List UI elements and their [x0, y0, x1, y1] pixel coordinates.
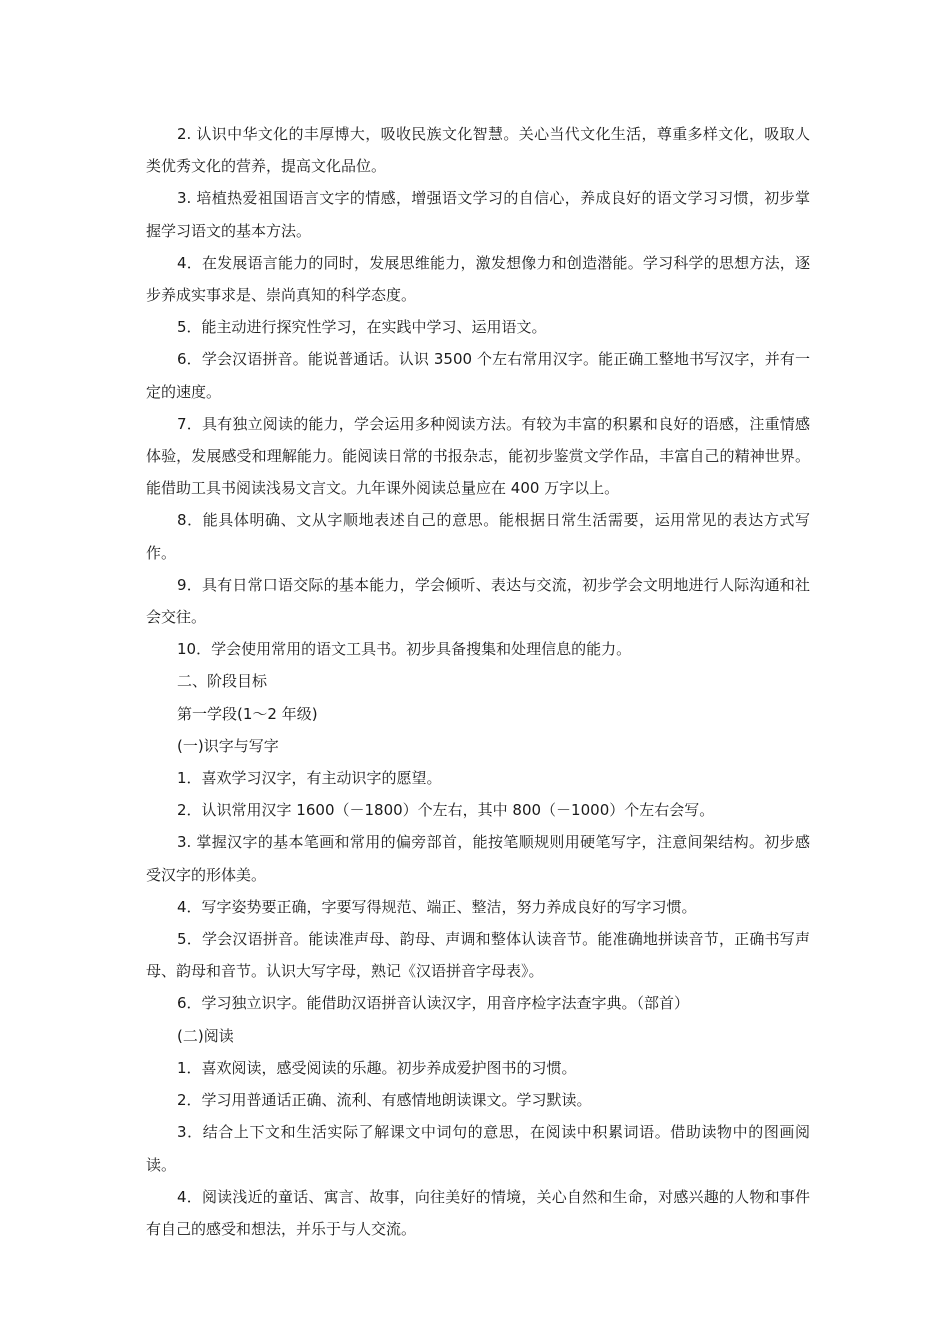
paragraph-goal-4: 4．在发展语言能力的同时，发展思维能力，激发想像力和创造潜能。学习科学的思想方法，逐步养成实事求是、崇尚真知的科学态度。 — [146, 253, 810, 305]
paragraph-goal-2: 2. 认识中华文化的丰厚博大，吸收民族文化智慧。关心当代文化生活，尊重多样文化，吸取人类优秀文化的营养，提高文化品位。 — [146, 125, 810, 176]
subsection-heading-reading: (二)阅读 — [177, 1026, 234, 1045]
paragraph-reading-3: 3．结合上下文和生活实际了解课文中词句的意思，在阅读中积累词语。借助读物中的图画阅读。 — [146, 1123, 810, 1174]
paragraph-literacy-1: 1．喜欢学习汉字，有主动识字的愿望。 — [177, 769, 442, 788]
paragraph-goal-10: 10．学会使用常用的语文工具书。初步具备搜集和处理信息的能力。 — [177, 640, 632, 659]
paragraph-literacy-2: 2．认识常用汉字 1600（－1800）个左右，其中 800（－1000）个左右会写。 — [177, 801, 715, 820]
paragraph-goal-3: 3. 培植热爱祖国语言文字的情感，增强语文学习的自信心，养成良好的语文学习习惯，初步掌握学习语文的基本方法。 — [146, 189, 810, 240]
paragraph-reading-4: 4．阅读浅近的童话、寓言、故事，向往美好的情境，关心自然和生命，对感兴趣的人物和事件有自己的感受和想法，并乐于与人交流。 — [146, 1187, 810, 1238]
paragraph-literacy-5: 5．学会汉语拼音。能读准声母、韵母、声调和整体认读音节。能准确地拼读音节，正确书写声母、韵母和音节。认识大写字母，熟记《汉语拼音字母表》。 — [146, 930, 810, 981]
subsection-heading-literacy: (一)识字与写字 — [177, 736, 279, 755]
paragraph-reading-1: 1．喜欢阅读，感受阅读的乐趣。初步养成爱护图书的习惯。 — [177, 1058, 577, 1077]
paragraph-goal-9: 9．具有日常口语交际的基本能力，学会倾听、表达与交流，初步学会文明地进行人际沟通和社会交往。 — [146, 575, 810, 627]
paragraph-reading-2: 2．学习用普通话正确、流利、有感情地朗读课文。学习默读。 — [177, 1091, 592, 1110]
paragraph-goal-5: 5．能主动进行探究性学习，在实践中学习、运用语文。 — [177, 318, 547, 337]
paragraph-goal-8: 8．能具体明确、文从字顺地表述自己的意思。能根据日常生活需要，运用常见的表达方式写作。 — [146, 511, 810, 562]
document-page — [146, 118, 810, 1245]
paragraph-goal-6: 6．学会汉语拼音。能说普通话。认识 3500 个左右常用汉字。能正确工整地书写汉字，并有一定的速度。 — [146, 350, 810, 401]
paragraph-literacy-6: 6．学习独立识字。能借助汉语拼音认读汉字，用音序检字法查字典。（部首） — [177, 994, 690, 1013]
paragraph-literacy-3: 3. 掌握汉字的基本笔画和常用的偏旁部首，能按笔顺规则用硬笔写字，注意间架结构。初步感受汉字的形体美。 — [146, 833, 810, 884]
subsection-heading-stage-1: 第一学段(1～2 年级) — [177, 704, 318, 723]
paragraph-goal-7: 7．具有独立阅读的能力，学会运用多种阅读方法。有较为丰富的积累和良好的语感，注重情感体验，发展感受和理解能力。能阅读日常的书报杂志，能初步鉴赏文学作品，丰富自己的精神世界。能借助工具书阅读浅易文言文。九年课外阅读总量应在 400 万字以上。 — [146, 414, 810, 498]
section-heading-stage-goals: 二、阶段目标 — [177, 672, 268, 691]
paragraph-literacy-4: 4．写字姿势要正确，字要写得规范、端正、整洁，努力养成良好的写字习惯。 — [177, 897, 697, 916]
